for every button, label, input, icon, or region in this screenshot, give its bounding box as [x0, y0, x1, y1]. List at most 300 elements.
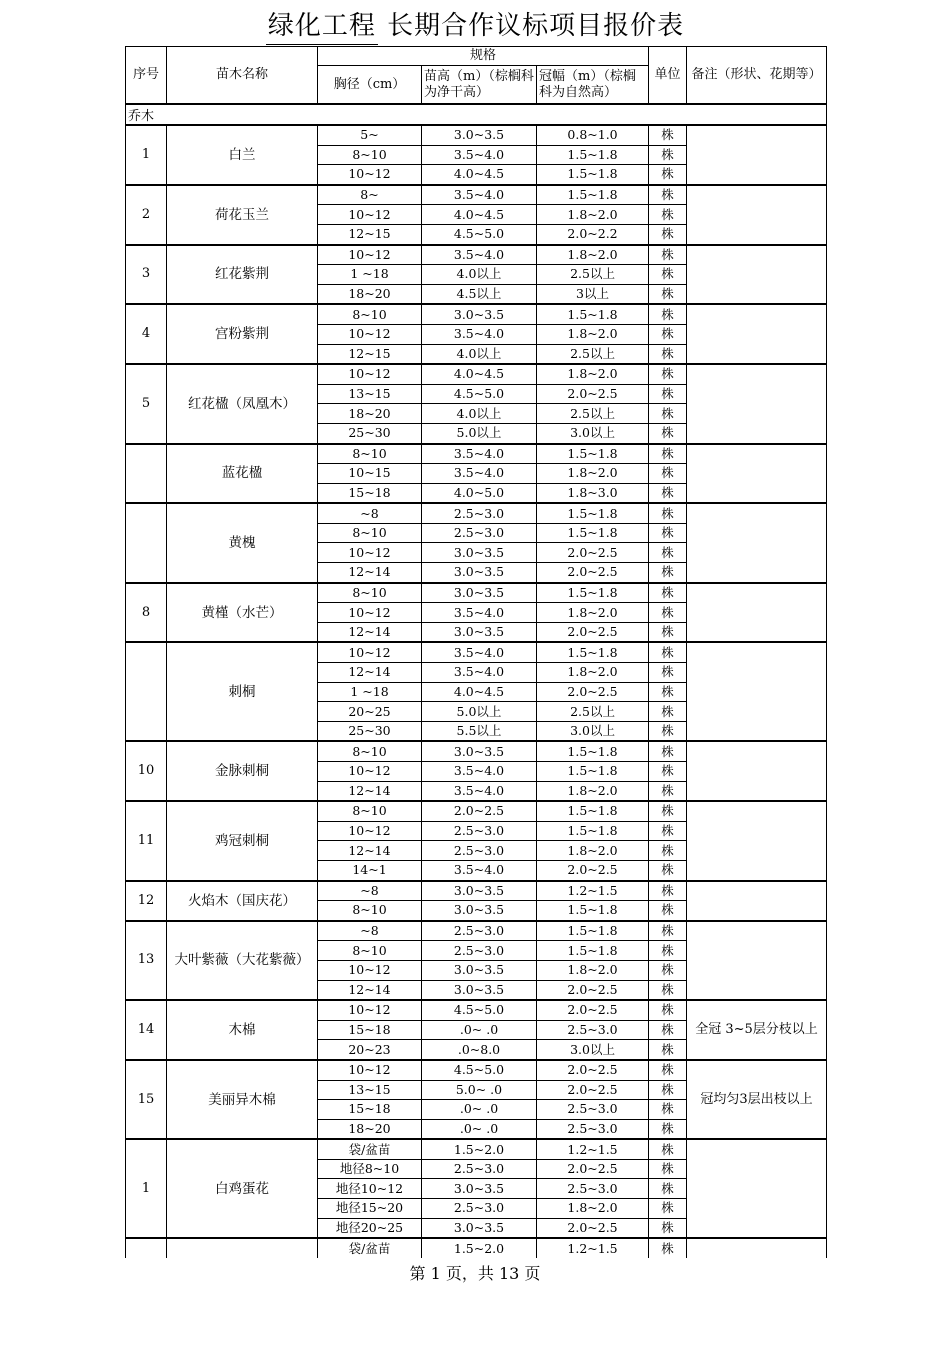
cell-height: 4.0~4.5 [422, 205, 537, 225]
header-seq: 序号 [126, 47, 167, 105]
cell-dbh: 袋/盆苗 [318, 1139, 422, 1159]
cell-crown: 1.5~1.8 [537, 741, 649, 761]
cell-unit: 株 [649, 444, 687, 464]
cell-unit: 株 [649, 821, 687, 841]
cell-unit: 株 [649, 622, 687, 642]
plant-name: 金脉刺桐 [167, 741, 318, 801]
cell-height: 3.5~4.0 [422, 762, 537, 782]
header-height: 苗高（m）（棕榈科为净干高） [422, 66, 537, 105]
cell-height: 3.0~3.5 [422, 125, 537, 145]
cell-unit: 株 [649, 344, 687, 364]
row-seq: 12 [126, 881, 167, 921]
cell-crown: 2.0~2.5 [537, 1000, 649, 1020]
cell-crown: 1.5~1.8 [537, 583, 649, 603]
cell-dbh: 地径8~10 [318, 1159, 422, 1179]
plant-name: 美丽异木棉 [167, 1060, 318, 1139]
cell-crown: 1.5~1.8 [537, 921, 649, 941]
cell-dbh: 10~12 [318, 762, 422, 782]
cell-crown: 1.5~1.8 [537, 762, 649, 782]
cell-crown: 2.0~2.5 [537, 860, 649, 880]
plant-name: 刺桐 [167, 642, 318, 741]
cell-unit: 株 [649, 563, 687, 583]
cell-unit: 株 [649, 881, 687, 901]
cell-crown: 2.5~3.0 [537, 1179, 649, 1199]
cell-dbh: 地径10~12 [318, 1179, 422, 1199]
table-row [126, 364, 827, 384]
cell-unit: 株 [649, 1000, 687, 1020]
cell-crown: 2.0~2.5 [537, 563, 649, 583]
cell-unit: 株 [649, 921, 687, 941]
plant-name: 黄槐 [167, 503, 318, 582]
cell-unit: 株 [649, 1139, 687, 1159]
cell-dbh: 18~20 [318, 404, 422, 424]
cell-dbh: 10~12 [318, 821, 422, 841]
plant-name: 白兰 [167, 125, 318, 185]
cell-unit: 株 [649, 901, 687, 921]
cell-unit: 株 [649, 304, 687, 324]
header-row [126, 47, 827, 66]
row-remark [687, 921, 827, 1000]
cell-unit: 株 [649, 224, 687, 244]
cell-unit: 株 [649, 721, 687, 741]
cell-crown: 1.5~1.8 [537, 145, 649, 165]
cell-unit: 株 [649, 860, 687, 880]
cell-dbh: ~8 [318, 881, 422, 901]
cell-unit: 株 [649, 1119, 687, 1139]
cell-dbh: 10~12 [318, 205, 422, 225]
plant-name [167, 1238, 318, 1258]
cell-crown: 1.5~1.8 [537, 941, 649, 961]
row-seq: 4 [126, 304, 167, 364]
cell-unit: 株 [649, 1179, 687, 1199]
cell-dbh: 10~12 [318, 960, 422, 980]
cell-height: 3.0~3.5 [422, 563, 537, 583]
cell-dbh: 8~10 [318, 444, 422, 464]
cell-unit: 株 [649, 781, 687, 801]
cell-dbh: 8~10 [318, 901, 422, 921]
cell-crown: 1.8~2.0 [537, 781, 649, 801]
cell-height: 3.5~4.0 [422, 781, 537, 801]
cell-unit: 株 [649, 265, 687, 285]
cell-height: 3.0~3.5 [422, 304, 537, 324]
cell-dbh: 10~12 [318, 324, 422, 344]
cell-unit: 株 [649, 1100, 687, 1120]
cell-height: 4.0~4.5 [422, 165, 537, 185]
cell-dbh: 12~15 [318, 344, 422, 364]
table-row [126, 741, 827, 761]
cell-height: 3.0~3.5 [422, 741, 537, 761]
row-seq [126, 444, 167, 504]
cell-dbh: 8~10 [318, 304, 422, 324]
page-title [0, 8, 950, 45]
row-remark [687, 125, 827, 185]
cell-crown: 1.8~2.0 [537, 324, 649, 344]
cell-dbh: 20~25 [318, 702, 422, 722]
cell-height: 2.5~3.0 [422, 941, 537, 961]
cell-unit: 株 [649, 1020, 687, 1040]
cell-dbh: 1 ~18 [318, 682, 422, 702]
cell-height: 4.0以上 [422, 404, 537, 424]
cell-height: 2.5~3.0 [422, 921, 537, 941]
cell-dbh: 8~10 [318, 941, 422, 961]
cell-unit: 株 [649, 841, 687, 861]
cell-dbh: 8~10 [318, 583, 422, 603]
price-table [125, 46, 827, 1258]
cell-dbh: 14~1 [318, 860, 422, 880]
plant-name: 鸡冠刺桐 [167, 801, 318, 880]
cell-crown: 1.8~2.0 [537, 205, 649, 225]
table-row [126, 444, 827, 464]
cell-dbh: 8~10 [318, 523, 422, 543]
plant-name: 火焰木（国庆花） [167, 881, 318, 921]
cell-height: 1.5~2.0 [422, 1139, 537, 1159]
cell-crown: 2.5~3.0 [537, 1119, 649, 1139]
row-seq: 11 [126, 801, 167, 880]
cell-dbh: 10~15 [318, 464, 422, 484]
cell-crown: 1.8~2.0 [537, 245, 649, 265]
row-seq: 5 [126, 364, 167, 443]
table-row [126, 583, 827, 603]
row-seq: 2 [126, 185, 167, 245]
plant-name: 宫粉紫荆 [167, 304, 318, 364]
cell-crown: 3以上 [537, 284, 649, 304]
cell-dbh: ~8 [318, 921, 422, 941]
cell-unit: 株 [649, 702, 687, 722]
cell-unit: 株 [649, 941, 687, 961]
table-row [126, 801, 827, 821]
cell-crown: 2.0~2.5 [537, 1080, 649, 1100]
cell-dbh: 25~30 [318, 721, 422, 741]
table-row [126, 1000, 827, 1020]
row-seq [126, 642, 167, 741]
cell-unit: 株 [649, 464, 687, 484]
plant-name: 大叶紫薇（大花紫薇） [167, 921, 318, 1000]
cell-height: 4.0~4.5 [422, 364, 537, 384]
price-table-viewport [125, 46, 827, 1258]
plant-name: 红花楹（凤凰木） [167, 364, 318, 443]
cell-dbh: 15~18 [318, 483, 422, 503]
cell-crown: 2.5以上 [537, 702, 649, 722]
row-remark [687, 185, 827, 245]
cell-crown: 1.5~1.8 [537, 901, 649, 921]
cell-height: 2.0~2.5 [422, 801, 537, 821]
cell-crown: 1.2~1.5 [537, 1139, 649, 1159]
cell-height: 3.5~4.0 [422, 860, 537, 880]
cell-height: 3.5~4.0 [422, 145, 537, 165]
cell-dbh: 袋/盆苗 [318, 1238, 422, 1258]
row-seq: 14 [126, 1000, 167, 1060]
cell-unit: 株 [649, 1040, 687, 1060]
cell-dbh: ~8 [318, 503, 422, 523]
cell-height: 2.5~3.0 [422, 841, 537, 861]
cell-dbh: 13~15 [318, 1080, 422, 1100]
cell-unit: 株 [649, 523, 687, 543]
cell-crown: 2.5以上 [537, 344, 649, 364]
cell-crown: 2.0~2.5 [537, 1060, 649, 1080]
cell-dbh: 12~14 [318, 622, 422, 642]
cell-dbh: 15~18 [318, 1020, 422, 1040]
row-remark [687, 245, 827, 305]
cell-crown: 2.0~2.2 [537, 224, 649, 244]
cell-crown: 1.2~1.5 [537, 881, 649, 901]
cell-crown: 2.0~2.5 [537, 980, 649, 1000]
cell-height: 3.0~3.5 [422, 1179, 537, 1199]
cell-dbh: 10~12 [318, 1000, 422, 1020]
cell-crown: 0.8~1.0 [537, 125, 649, 145]
cell-dbh: 10~12 [318, 603, 422, 623]
cell-dbh: 13~15 [318, 384, 422, 404]
cell-dbh: 10~12 [318, 165, 422, 185]
cell-crown: 2.0~2.5 [537, 622, 649, 642]
cell-height: 2.5~3.0 [422, 523, 537, 543]
cell-height: 4.5以上 [422, 284, 537, 304]
cell-unit: 株 [649, 663, 687, 683]
cell-height: 3.0~3.5 [422, 622, 537, 642]
cell-crown: 1.5~1.8 [537, 165, 649, 185]
header-dbh: 胸径（cm） [318, 66, 422, 105]
cell-height: 4.0以上 [422, 344, 537, 364]
cell-height: 3.5~4.0 [422, 603, 537, 623]
cell-unit: 株 [649, 543, 687, 563]
cell-unit: 株 [649, 762, 687, 782]
cell-height: 5.0以上 [422, 702, 537, 722]
cell-crown: 3.0以上 [537, 721, 649, 741]
cell-unit: 株 [649, 1199, 687, 1219]
cell-height: .0~ .0 [422, 1100, 537, 1120]
cell-unit: 株 [649, 1080, 687, 1100]
header-spec: 规格 [318, 47, 649, 66]
cell-height: 3.5~4.0 [422, 185, 537, 205]
cell-unit: 株 [649, 165, 687, 185]
row-remark [687, 642, 827, 741]
cell-height: 4.0以上 [422, 265, 537, 285]
cell-crown: 1.5~1.8 [537, 304, 649, 324]
cell-crown: 3.0以上 [537, 423, 649, 443]
cell-crown: 2.5~3.0 [537, 1020, 649, 1040]
cell-crown: 2.0~2.5 [537, 384, 649, 404]
cell-height: .0~ .0 [422, 1119, 537, 1139]
row-remark [687, 304, 827, 364]
cell-height: 4.0~5.0 [422, 483, 537, 503]
row-seq: 13 [126, 921, 167, 1000]
cell-dbh: 12~14 [318, 781, 422, 801]
cell-dbh: 20~23 [318, 1040, 422, 1060]
plant-name: 红花紫荆 [167, 245, 318, 305]
cell-crown: 1.8~2.0 [537, 960, 649, 980]
cell-dbh: 10~12 [318, 1060, 422, 1080]
cell-unit: 株 [649, 384, 687, 404]
cell-dbh: 地径20~25 [318, 1218, 422, 1238]
row-remark [687, 583, 827, 643]
cell-crown: 1.5~1.8 [537, 523, 649, 543]
cell-height: .0~ .0 [422, 1020, 537, 1040]
cell-crown: 2.5以上 [537, 404, 649, 424]
category-label: 乔木 [126, 104, 827, 125]
cell-unit: 株 [649, 1218, 687, 1238]
row-seq: 10 [126, 741, 167, 801]
cell-unit: 株 [649, 1159, 687, 1179]
page-footer: 第 1 页，共 13 页 [409, 1264, 541, 1283]
cell-unit: 株 [649, 980, 687, 1000]
cell-crown: 2.0~2.5 [537, 1159, 649, 1179]
cell-unit: 株 [649, 503, 687, 523]
row-remark [687, 444, 827, 504]
cell-crown: 1.5~1.8 [537, 821, 649, 841]
plant-name: 黄槿（水芒） [167, 583, 318, 643]
row-remark [687, 503, 827, 582]
cell-height: 3.0~3.5 [422, 543, 537, 563]
cell-unit: 株 [649, 583, 687, 603]
header-unit: 单位 [649, 47, 687, 105]
plant-name: 荷花玉兰 [167, 185, 318, 245]
cell-dbh: 8~10 [318, 741, 422, 761]
table-row [126, 921, 827, 941]
row-remark: 全冠 3~5层分枝以上 [687, 1000, 827, 1060]
category-row [126, 104, 827, 125]
cell-unit: 株 [649, 145, 687, 165]
cell-unit: 株 [649, 801, 687, 821]
row-remark [687, 741, 827, 801]
cell-crown: 2.5以上 [537, 265, 649, 285]
row-seq: 15 [126, 1060, 167, 1139]
cell-height: 3.5~4.0 [422, 642, 537, 662]
cell-crown: 1.5~1.8 [537, 185, 649, 205]
cell-height: 3.5~4.0 [422, 444, 537, 464]
cell-unit: 株 [649, 404, 687, 424]
cell-dbh: 10~12 [318, 543, 422, 563]
plant-name: 白鸡蛋花 [167, 1139, 318, 1238]
cell-crown: 2.0~2.5 [537, 682, 649, 702]
cell-height: 4.0~4.5 [422, 682, 537, 702]
row-remark: 冠均匀3层出枝以上 [687, 1060, 827, 1139]
cell-crown: 1.8~2.0 [537, 364, 649, 384]
plant-name: 木棉 [167, 1000, 318, 1060]
cell-dbh: 1 ~18 [318, 265, 422, 285]
cell-unit: 株 [649, 603, 687, 623]
cell-height: 1.5~2.0 [422, 1238, 537, 1258]
cell-height: 3.0~3.5 [422, 1218, 537, 1238]
cell-height: 5.5以上 [422, 721, 537, 741]
table-row [126, 1238, 827, 1258]
title-main: 长期合作议标项目报价表 [387, 11, 685, 41]
cell-height: 2.5~3.0 [422, 1199, 537, 1219]
cell-unit: 株 [649, 324, 687, 344]
cell-dbh: 8~ [318, 185, 422, 205]
cell-crown: 1.2~1.5 [537, 1238, 649, 1258]
cell-dbh: 18~20 [318, 284, 422, 304]
cell-crown: 1.5~1.8 [537, 503, 649, 523]
row-seq: 3 [126, 245, 167, 305]
table-row [126, 304, 827, 324]
row-remark [687, 1139, 827, 1238]
cell-height: 4.5~5.0 [422, 1000, 537, 1020]
cell-crown: 2.5~3.0 [537, 1100, 649, 1120]
cell-height: 4.5~5.0 [422, 384, 537, 404]
cell-crown: 1.8~2.0 [537, 1199, 649, 1219]
table-row [126, 185, 827, 205]
row-remark [687, 364, 827, 443]
cell-unit: 株 [649, 960, 687, 980]
cell-dbh: 12~15 [318, 224, 422, 244]
table-row [126, 245, 827, 265]
cell-height: 3.0~3.5 [422, 960, 537, 980]
cell-dbh: 12~14 [318, 980, 422, 1000]
cell-unit: 株 [649, 205, 687, 225]
row-remark [687, 1238, 827, 1258]
cell-dbh: 5~ [318, 125, 422, 145]
cell-crown: 1.5~1.8 [537, 801, 649, 821]
row-seq [126, 503, 167, 582]
row-seq: 1 [126, 1139, 167, 1238]
cell-height: 3.5~4.0 [422, 324, 537, 344]
cell-unit: 株 [649, 284, 687, 304]
table-row [126, 1139, 827, 1159]
table-row [126, 125, 827, 145]
cell-height: 5.0以上 [422, 423, 537, 443]
cell-height: 3.0~3.5 [422, 583, 537, 603]
cell-dbh: 15~18 [318, 1100, 422, 1120]
table-row [126, 642, 827, 662]
cell-crown: 1.5~1.8 [537, 444, 649, 464]
cell-crown: 1.8~2.0 [537, 603, 649, 623]
cell-height: 3.0~3.5 [422, 980, 537, 1000]
cell-dbh: 10~12 [318, 245, 422, 265]
cell-crown: 1.8~2.0 [537, 464, 649, 484]
row-seq: 8 [126, 583, 167, 643]
cell-height: 3.5~4.0 [422, 245, 537, 265]
cell-height: 3.0~3.5 [422, 881, 537, 901]
cell-unit: 株 [649, 483, 687, 503]
cell-height: 4.5~5.0 [422, 224, 537, 244]
cell-unit: 株 [649, 364, 687, 384]
cell-crown: 1.8~2.0 [537, 841, 649, 861]
cell-dbh: 25~30 [318, 423, 422, 443]
cell-height: 3.0~3.5 [422, 901, 537, 921]
cell-height: 2.5~3.0 [422, 821, 537, 841]
cell-height: 5.0~ .0 [422, 1080, 537, 1100]
plant-name: 蓝花楹 [167, 444, 318, 504]
cell-crown: 1.5~1.8 [537, 642, 649, 662]
cell-crown: 2.0~2.5 [537, 1218, 649, 1238]
cell-crown: 2.0~2.5 [537, 543, 649, 563]
cell-dbh: 12~14 [318, 563, 422, 583]
header-remark: 备注（形状、花期等） [687, 47, 827, 105]
cell-dbh: 10~12 [318, 642, 422, 662]
row-remark [687, 881, 827, 921]
cell-unit: 株 [649, 125, 687, 145]
cell-dbh: 8~10 [318, 801, 422, 821]
cell-dbh: 地径15~20 [318, 1199, 422, 1219]
cell-dbh: 18~20 [318, 1119, 422, 1139]
cell-unit: 株 [649, 682, 687, 702]
table-row [126, 881, 827, 901]
cell-dbh: 12~14 [318, 841, 422, 861]
table-row [126, 1060, 827, 1080]
row-remark [687, 801, 827, 880]
header-name: 苗木名称 [167, 47, 318, 105]
cell-dbh: 10~12 [318, 364, 422, 384]
cell-crown: 3.0以上 [537, 1040, 649, 1060]
table-row [126, 503, 827, 523]
cell-height: 3.5~4.0 [422, 464, 537, 484]
row-seq [126, 1238, 167, 1258]
cell-unit: 株 [649, 1060, 687, 1080]
cell-height: 3.5~4.0 [422, 663, 537, 683]
cell-unit: 株 [649, 423, 687, 443]
cell-dbh: 12~14 [318, 663, 422, 683]
cell-unit: 株 [649, 741, 687, 761]
cell-unit: 株 [649, 642, 687, 662]
